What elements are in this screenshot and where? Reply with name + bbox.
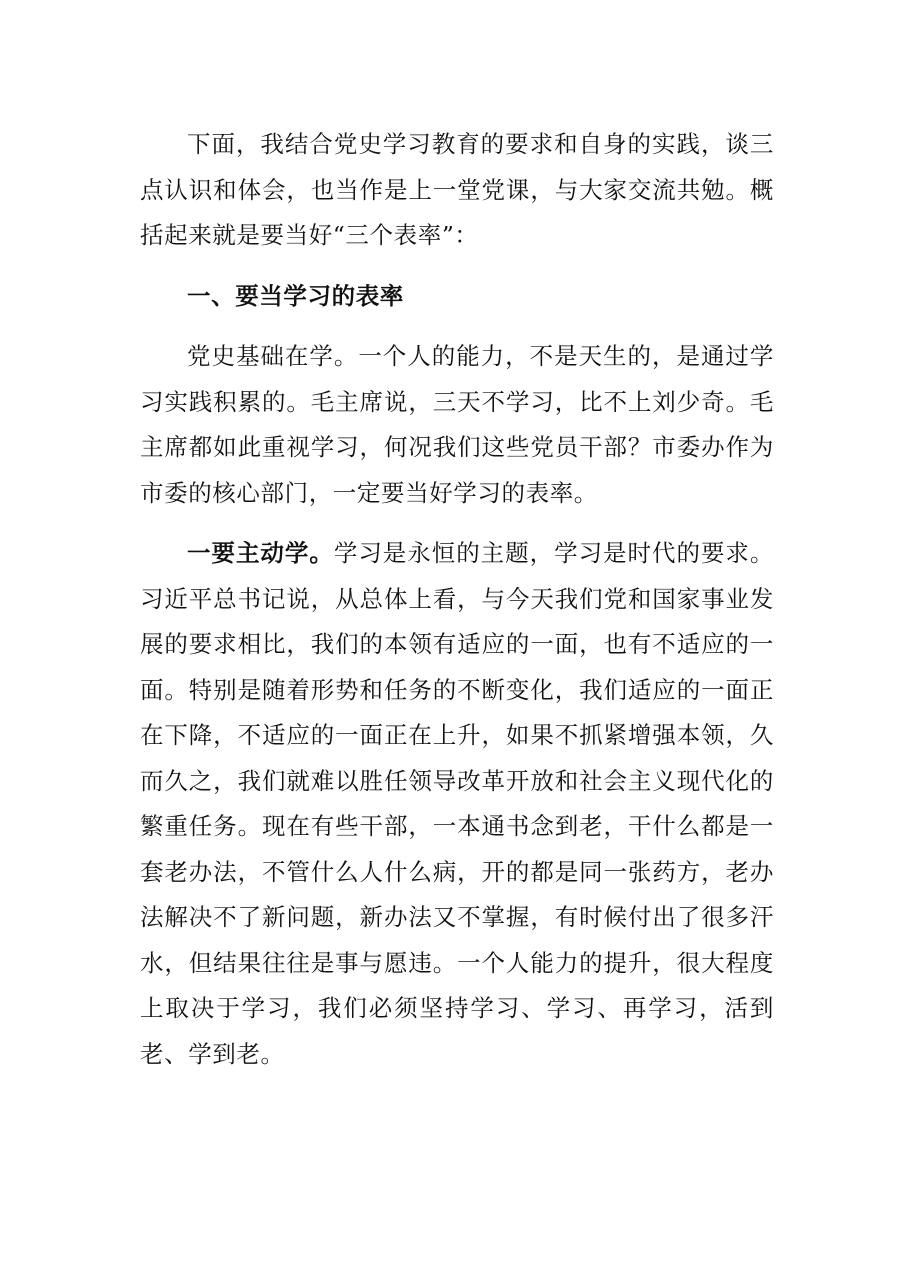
intro-paragraph: 下面，我结合党史学习教育的要求和自身的实践，谈三点认识和体会，也当作是上一堂党课，与大家交流共勉。概括起来就是要当好“三个表率”： [140,130,774,249]
paragraph-body: 学习是永恒的主题，学习是时代的要求。习近平总书记说，从总体上看，与今天我们党和国家事业发展的要求相比，我们的本领有适应的一面，也有不适应的一面。特别是随着形势和任务的不断变化，我们适应的一面正在下降，不适应的一面正在上升，如果不抓紧增强本领，久而久之，我们就难以胜任领导改革开放和社会主义现代化的繁重任务。现在有些干部，一本通书念到老，干什么都是一套老办法，不管什么人什么病，开的都是同一张药方，老办法解决不了新问题，新办法又不掌握，有时候付出了很多汗水，但结果往往是事与愿违。一个人能力的提升，很大程度上取决于学习，我们必须坚持学习、学习、再学习，活到老、学到老。 [140,539,774,1068]
body-paragraph: 党史基础在学。一个人的能力，不是天生的，是通过学习实践积累的。毛主席说，三天不学习，比不上刘少奇。毛主席都如此重视学习，何况我们这些党员干部？市委办作为市委的核心部门，一定要当好学习的表率。 [140,342,774,507]
section-heading: 一、要当学习的表率 [187,281,404,310]
document-body [140,122,774,1077]
body-paragraph-with-lead [140,531,774,1077]
paragraph-lead: 一要主动学。 [187,539,334,567]
